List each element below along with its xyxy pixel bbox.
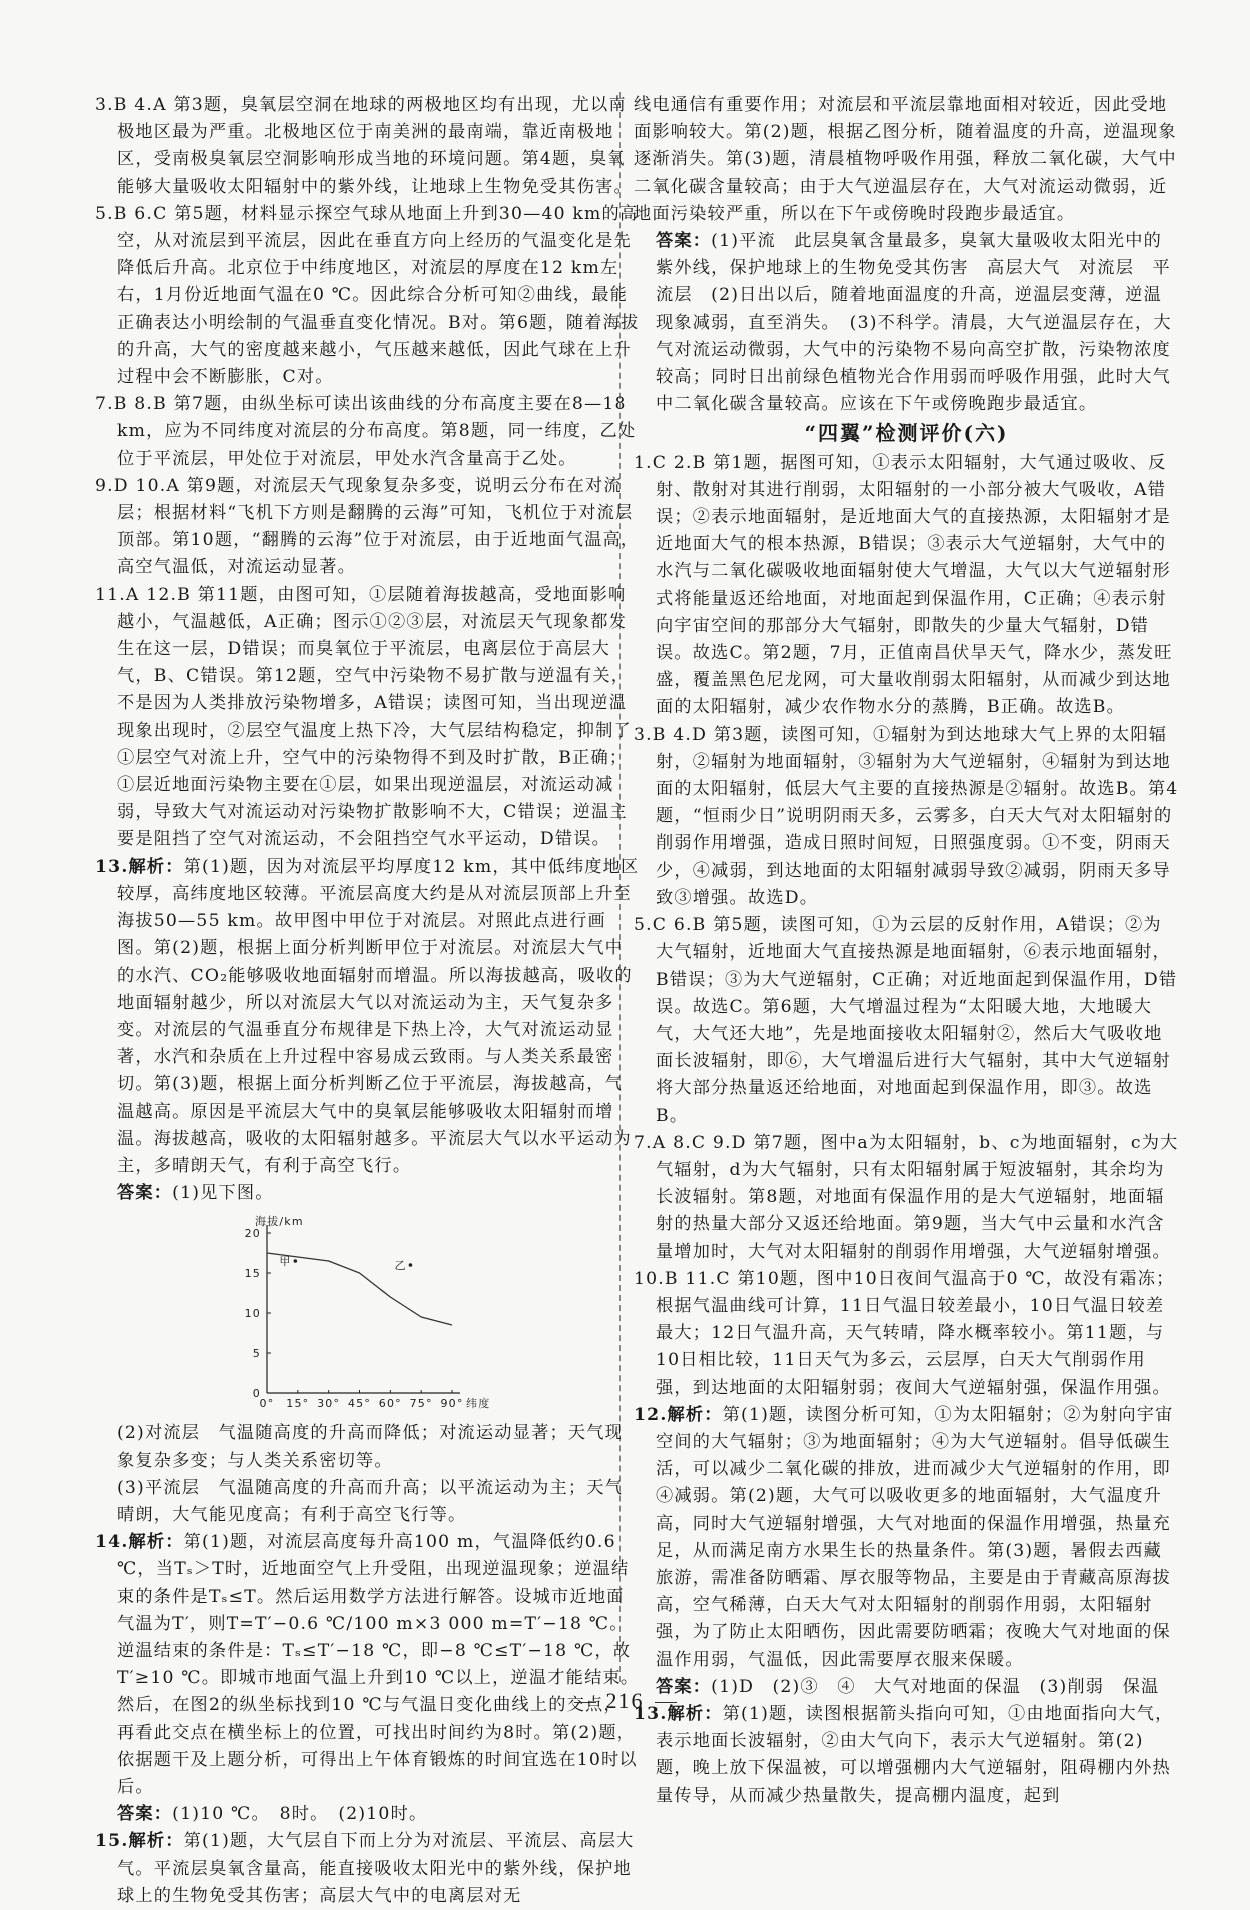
x-tick-label: 75° (409, 1397, 433, 1411)
answer-11-12: 11.A 12.B 第11题，由图可知，①层随着海拔越高，受地面影响越小，气温越低，A正确；图示①②③层，对流层天气现象都发生在这一层，D错误；而臭氧位于平流层，电离层位于高层大气，B、C错误。第12题，空气中污染物不易扩散与逆温有关，不是因为人类排放污染物增多，A错误；读图可知，当出现逆温现象出现时，②层空气温度上热下冷，大气层结构稳定，抑制了①层空气对流上升，空气中的污染物得不到及时扩散，B正确；①层近地面污染物主要在①层，如果出现逆温层，对流运动减弱，导致大气对流运动对污染物扩散影响不大，C错误；逆温主要是阻挡了空气对流运动，不会阻挡空气水平运动，D错误。 (95, 584, 632, 850)
answer-13-part3: (3)平流层 气温随高度的升高而升高；以平流运动为主；天气晴朗，大气能见度高；有利于高空飞行等。 (117, 1477, 624, 1525)
answer-3-4b: 3.B 4.D 第3题，读图可知，①辐射为到达地球大气上界的太阳辐射，②辐射为地面辐射，③辐射为大气逆辐射，④辐射为到达地面的太阳辐射，低层大气主要的直接热源是②辐射。故选B。第4题，“恒雨少日”说明阴雨天多，云雾多，白天大气对太阳辐射的削弱作用增强，造成日照时间短，日照强度弱。①不变，阴雨天少，④减弱，到达地面的太阳辐射减弱导致②减弱，阴雨天多导致③增强。故选D。 (634, 724, 1179, 908)
answer-13-analysis (95, 854, 640, 1180)
analysis-label: 13.解析： (95, 856, 184, 877)
x-tick-label: 30° (317, 1397, 341, 1411)
answer-13-part2: (2)对流层 气温随高度的升高而降低；对流运动显著；天气现象复杂多变；与人类关系密切等。 (117, 1423, 624, 1471)
x-tick-label: 45° (347, 1397, 372, 1411)
answer-1-2: 1.C 2.B 第1题，据图可知，①表示太阳辐射，大气通过吸收、反射、散射对其进行削弱，太阳辐射的一小部分被大气吸收，A错误；②表示地面辐射，是近地面大气的直接热源，太阳辐射才是近地面大气的根本热源，B错误；③表示大气逆辐射，大气中的水汽与二氧化碳吸收地面辐射使大气增温，大气以大气逆辐射形式将能量返还给地面，对地面起到保温作用，C正确；④表示射向宇宙空间的那部分大气辐射，即散失的少量大气辐射，D错误。故选C。第2题，7月，正值南昌伏旱天气，降水少，蒸发旺盛，覆盖黑色尼龙网，可大量收削弱太阳辐射，从而减少到达地面的太阳辐射，减少农作物水分的蒸腾，B正确。故选B。 (634, 452, 1173, 718)
y-tick-label: 5 (252, 1347, 261, 1361)
x-tick-label: 0° (259, 1397, 275, 1411)
page-dash-right (655, 1702, 677, 1703)
left-column (95, 92, 640, 1910)
analysis-label: 15.解析： (95, 1831, 184, 1852)
answer-9-10: 9.D 10.A 第9题，对流层天气现象复杂多变，说明云分布在对流层；根据材料“飞机下方则是翻腾的云海”可知，飞机位于对流层顶部。第10题，“翻腾的云海”位于对流层，由于近地面气温高，高空气温低，对流运动显著。 (95, 475, 640, 578)
answer-15-key (634, 228, 1179, 418)
point-label: 甲 (279, 1255, 292, 1269)
answer-5-6: 5.B 6.C 第5题，材料显示探空气球从地面上升到30—40 km的高空，从对流层到平流层，因此在垂直方向上经历的气温变化是先降低后升高。北京位于中纬度地区，对流层的厚度在12 km左右，1月份近地面气温在0 ℃。因此综合分析可知②曲线，最能正确表达小明绘制的气温垂直变化情况。B对。第6题，随着海拔的升高，大气的密度越来越小，气压越来越低，因此气球在上升过程中会不断膨胀，C对。 (95, 203, 640, 388)
answer-13b-analysis (634, 1701, 1179, 1810)
point-marker (409, 1264, 413, 1268)
y-tick-label: 15 (244, 1267, 261, 1281)
page-dash-left (574, 1702, 596, 1703)
answer-13-key (95, 1180, 640, 1207)
answer-text: (1)10 ℃。 8时。 (2)10时。 (172, 1804, 428, 1825)
answer-7-8: 7.B 8.B 第7题，由纵坐标可读出该曲线的分布高度主要在8—18 km，应为不同纬度对流层的分布高度。第8题，同一纬度，乙处位于平流层，甲处位于对流层，甲处水汽含量高于乙处。 (95, 394, 637, 469)
analysis-text: 第(1)题，大气层自下而上分为对流层、平流层、高层大气。平流层臭氧含量高，能直接吸收太阳光中的紫外线，保护地球上的生物免受其伤害；高层大气中的电离层对无 (117, 1831, 635, 1906)
x-tick-label: 90° (440, 1397, 464, 1411)
y-tick-label: 20 (244, 1227, 261, 1241)
y-tick-label: 0 (252, 1387, 261, 1401)
page-number-text: 216 (605, 1688, 645, 1713)
analysis-label: 13.解析： (634, 1703, 723, 1724)
x-tick-label: 15° (286, 1397, 310, 1411)
tropopause-line (267, 1253, 452, 1325)
right-column (634, 92, 1179, 1810)
section-title: “四翼”检测评价(六) (804, 421, 1009, 446)
answer-label: 答案： (117, 1804, 173, 1825)
page-number (0, 1688, 1250, 1714)
answer-3-4: 3.B 4.A 第3题，臭氧层空洞在地球的两极地区均有出现，尤以南极地区最为严重。北极地区位于南美洲的最南端，靠近南极地区，受南极臭氧层空洞影响形成当地的环境问题。第4题，臭氧能够大量吸收太阳辐射中的紫外线，让地球上生物免受其伤害。 (95, 95, 632, 197)
analysis-label: 14.解析： (95, 1532, 184, 1553)
answer-label: 答案： (656, 1676, 712, 1697)
chart-svg (235, 1211, 495, 1416)
analysis-text: 第(1)题，因为对流层平均厚度12 km，其中低纬度地区较厚，高纬度地区较薄。平流层高度大约是从对流层顶部上升至海拔50—55 km。故甲图中甲位于对流层。对照此点进行画图。第(2)题，根据上面分析判断甲位于对流层。对流层大气中的水汽、CO₂能够吸收地面辐射而增温。所以海拔越高，吸收的地面辐射越少，所以对流层大气以对流运动为主，天气复杂多变。对流层的气温垂直分布规律是下热上冷，大气对流运动显著，水汽和杂质在上升过程中容易成云致雨。与人类关系最密切。第(3)题，根据上面分析判断乙位于平流层，海拔越高，气温越高。原因是平流层大气中的臭氧层能够吸收太阳辐射而增温。海拔越高，吸收的太阳辐射越多。平流层大气以水平运动为主，多晴朗天气，有利于高空飞行。 (117, 856, 640, 1176)
y-tick-label: 10 (244, 1307, 261, 1321)
answer-text: (1)见下图。 (172, 1183, 274, 1204)
y-axis-label: 海拔/km (255, 1215, 304, 1229)
answer-15-continued: 线电通信有重要作用；对流层和平流层靠地面相对较近，因此受地面影响较大。第(2)题，根据乙图分析，随着温度的升高，逆温现象逐渐消失。第(3)题，清晨植物呼吸作用强，释放二氧化碳，大气中二氧化碳含量较高；由于大气逆温层存在，大气对流运动微弱，近地面污染较严重，所以在下午或傍晚时段跑步最适宜。 (634, 95, 1177, 224)
answer-10-11: 10.B 11.C 第10题，图中10日夜间气温高于0 ℃，故没有霜冻；根据气温曲线可计算，11日气温日较差最小，10日气温日较差最大；12日气温升高，天气转晴，降水概率较小。第11题，与10日相比较，11日天气为多云，云层厚，白天大气削弱作用强，到达地面的太阳辐射弱；夜间大气逆辐射强，保温作用强。 (634, 1268, 1175, 1398)
altitude-latitude-chart (235, 1211, 495, 1416)
answer-14-key (95, 1801, 640, 1828)
answer-7-9: 7.A 8.C 9.D 第7题，图中a为太阳辐射，b、c为地面辐射，c为大气辐射，d为大气辐射，只有太阳辐射属于短波辐射，其余均为长波辐射。第8题，对地面有保温作用的是大气逆辐射，地面辐射的热量大部分又返还给地面。第9题，当大气中云量和水汽含量增加时，大气对太阳辐射的削弱作用增强，大气逆辐射增强。 (634, 1132, 1179, 1262)
analysis-text: 第(1)题，读图分析可知，①为太阳辐射；②为射向宇宙空间的大气辐射；③为地面辐射；④为大气逆辐射。倡导低碳生活，可以减少二氧化碳的排放，进而减少大气逆辐射的作用，即④减弱。第(2)题，大气可以吸收更多的地面辐射，大气温度升高，同时大气逆辐射增强，大气对地面的保温作用增强，热量充足，从而满足南方水果生长的热量条件。第(3)题，暑假去西藏旅游，需准备防晒霜、厚衣服等物品，主要是由于青藏高原海拔高，空气稀薄，白天大气对太阳辐射的削弱作用弱，太阳辐射强，为了防止太阳晒伤，因此需要防晒霜；夜晚大气对地面的保温作用弱，气温低，因此需要厚衣服来保暖。 (656, 1404, 1174, 1670)
answer-5-6b: 5.C 6.B 第5题，读图可知，①为云层的反射作用，A错误；②为大气辐射，近地面大气直接热源是地面辐射，⑥表示地面辐射，B错误；③为大气逆辐射，C正确；对近地面起到保温作用，D错误。故选C。第6题，大气增温过程为“太阳暖大地，大地暖大气，大气还大地”，先是地面接收太阳辐射②，然后大气吸收地面长波辐射，即⑥，大气增温后进行大气辐射，其中大气逆辐射将大部分热量返还给地面，对地面起到保温作用，即③。故选B。 (634, 915, 1178, 1126)
point-label: 乙 (394, 1259, 407, 1273)
answer-label: 答案： (656, 231, 712, 252)
answer-text: (1)D (2)③ ④ 大气对地面的保温 (3)削弱 保温 (711, 1676, 1160, 1697)
point-marker (294, 1260, 298, 1264)
answer-label: 答案： (117, 1183, 173, 1204)
answer-14-analysis (95, 1529, 640, 1801)
x-axis-label: 纬度 (466, 1397, 491, 1411)
answer-text: (1)平流 此层臭氧含量最多，臭氧大量吸收太阳光中的紫外线，保护地球上的生物免受其伤害 高层大气 对流层 平流层 (2)日出以后，随着地面温度的升高，逆温层变薄，逆温现象减弱，直至消失。 (3)不科学。清晨，大气逆温层存在，大气对流运动微弱，大气中的污染物不易向高空扩散，污染物浓度较高；同时日出前绿色植物光合作用弱而呼吸作用强，此时大气中二氧化碳含量较高。应该在下午或傍晚跑步最适宜。 (656, 231, 1172, 415)
analysis-label: 12.解析： (634, 1404, 723, 1425)
x-tick-label: 60° (378, 1397, 402, 1411)
analysis-text: 第(1)题，读图根据箭头指向可知，①由地面指向大气，表示地面长波辐射，②由大气向下，表示大气逆辐射。第(2)题，晚上放下保温被，可以增强棚内大气逆辐射，阻碍棚内外热量传导，从而减少热量散失，提高棚内温度，起到 (656, 1703, 1174, 1806)
answer-15-analysis (95, 1828, 640, 1910)
answer-12-analysis (634, 1402, 1179, 1674)
analysis-text: 第(1)题，对流层高度每升高100 m，气温降低约0.6 ℃，当Tₛ＞T时，近地面空气上升受阻，出现逆温现象；逆温结束的条件是Tₛ≤T。然后运用数学方法进行解答。设城市近地面气温为T′，则T=T′−0.6 ℃/100 m×3 000 m=T′−18 ℃。逆温结束的条件是：Tₛ≤T′−18 ℃，即−8 ℃≤T′−18 ℃，故T′≥10 ℃。即城市地面气温上升到10 ℃以上，逆温才能结束。然后，在图2的纵坐标找到10 ℃与气温日变化曲线上的交点，再看此交点在横坐标上的位置，可找出时间约为8时。第(2)题，依据题干及上题分析，可得出上午体育锻炼的时间宜选在10时以后。 (117, 1532, 640, 1797)
